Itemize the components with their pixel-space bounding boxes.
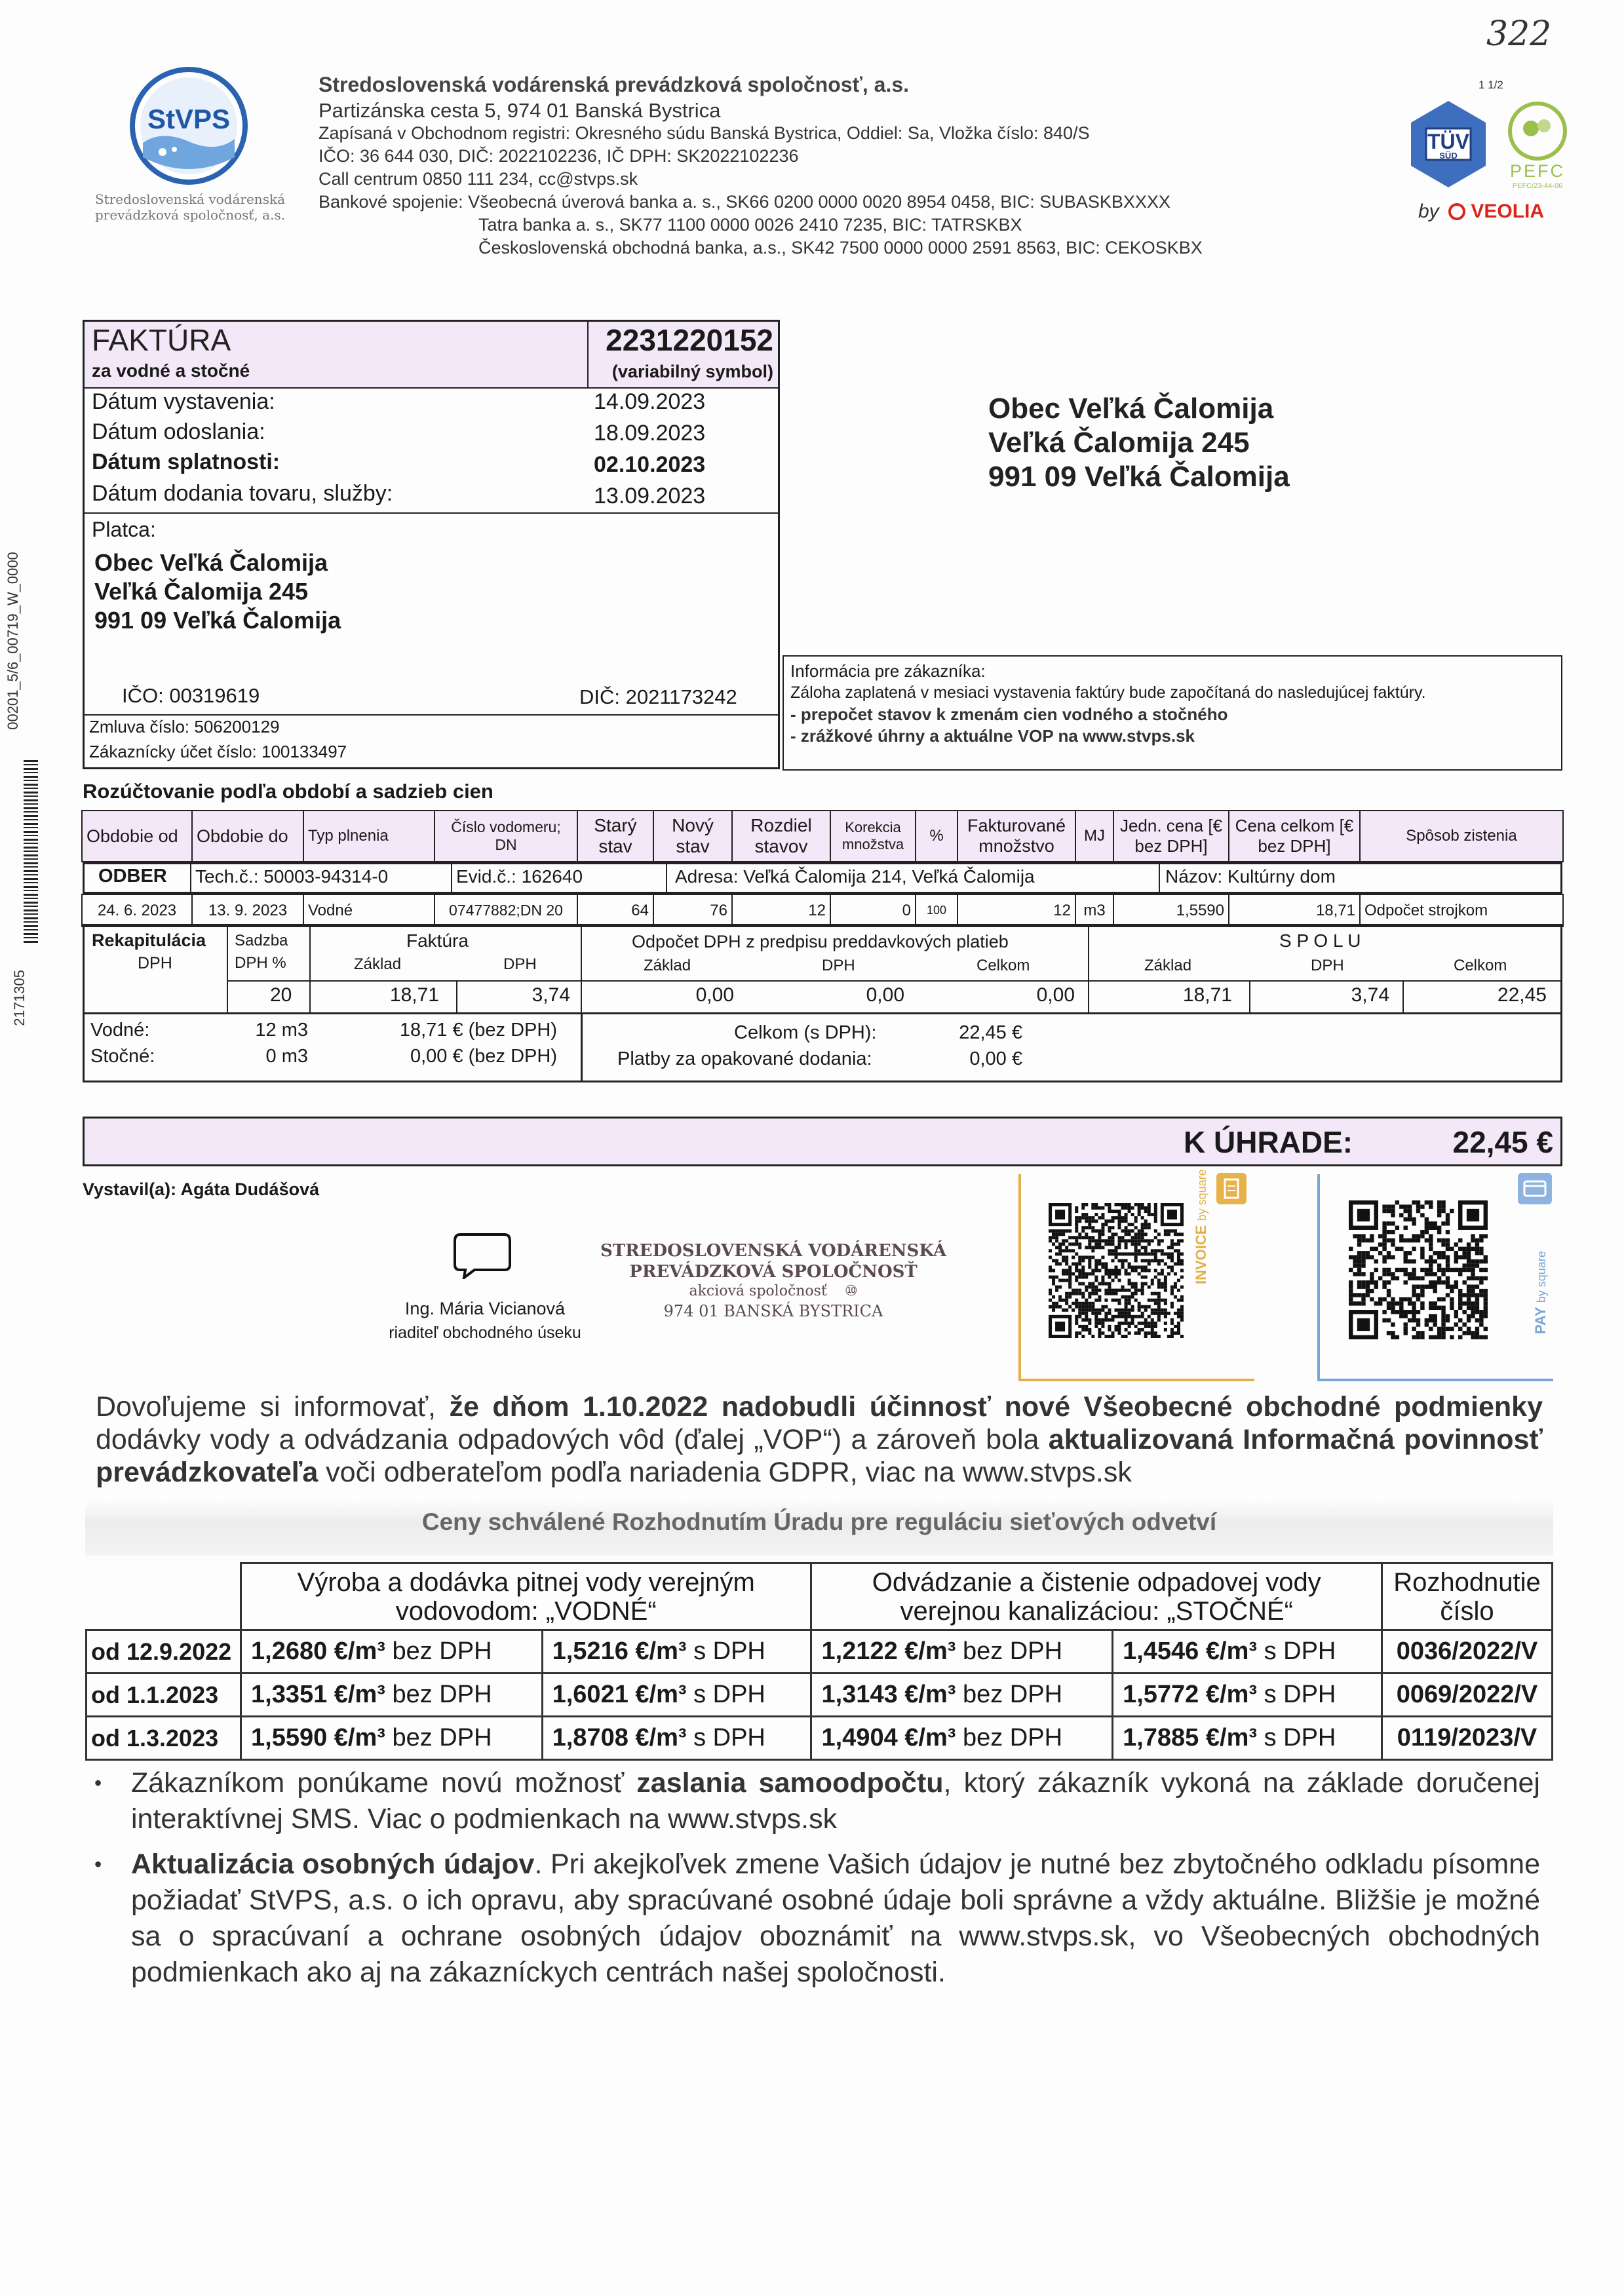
recap-s-zaklad-label: Základ xyxy=(1144,957,1192,974)
billing-table xyxy=(81,810,1564,862)
recap-f-sep xyxy=(456,982,457,1013)
company-name: Stredoslovenská vodárenská prevádzková spoločnosť, a.s. xyxy=(319,73,910,96)
price-decision xyxy=(1382,1674,1553,1717)
price-sewage-without-vat-unit: bez DPH xyxy=(956,1681,1063,1708)
recap-f-dph-label: DPH xyxy=(503,955,537,973)
invoice-label-text: INVOICE xyxy=(1193,1225,1209,1284)
recap-o-dph-label: DPH xyxy=(822,957,855,974)
stocne-amount: 0,00 € (bez DPH) xyxy=(410,1046,557,1067)
recap-s-zaklad: 18,71 xyxy=(1182,984,1232,1006)
vodne-label: Vodné: xyxy=(90,1020,150,1041)
price-sewage-without-vat xyxy=(811,1674,1113,1717)
price-water-without-vat-value: 1,3351 €/m³ xyxy=(251,1681,385,1708)
handwritten-page-number: 322 xyxy=(1486,14,1552,54)
recap-s-celkom-label: Celkom xyxy=(1454,957,1507,974)
price-water-with-vat-unit: s DPH xyxy=(686,1637,765,1665)
price-sewage-without-vat-value: 1,3143 €/m³ xyxy=(821,1681,956,1708)
price-water-without-vat-value: 1,2680 €/m³ xyxy=(251,1637,385,1665)
col-method: Spôsob zistenia xyxy=(1360,811,1563,862)
card-icon xyxy=(1518,1173,1552,1204)
row-unit-price: 1,5590 xyxy=(1113,894,1229,927)
billing-data-row xyxy=(82,894,1563,927)
invoice-qr-label xyxy=(1193,1169,1210,1284)
veolia-icon xyxy=(1448,203,1465,220)
stamp-line4: 974 01 BANSKÁ BYSTRICA xyxy=(663,1302,883,1320)
payer-street: Veľká Čalomija 245 xyxy=(94,578,309,605)
price-decision-value: 0069/2022/V xyxy=(1396,1681,1538,1708)
tuv-text: TÜV xyxy=(1427,130,1469,153)
odber-sep2 xyxy=(451,862,452,894)
price-sewage-with-vat-unit: s DPH xyxy=(1257,1637,1336,1665)
delivery-date-label: Dátum dodania tovaru, služby: xyxy=(92,481,393,506)
amount-due: 22,45 € xyxy=(1452,1125,1553,1159)
col-difference: Rozdiel stavov xyxy=(732,811,830,862)
bullet-self-reading xyxy=(85,1765,1540,1837)
price-from xyxy=(87,1630,241,1674)
recap-o-dph: 0,00 xyxy=(866,984,904,1006)
price-from-value: od 1.1.2023 xyxy=(91,1681,219,1708)
evid-number: Evid.č.: 162640 xyxy=(456,866,583,887)
contract-divider xyxy=(85,714,778,716)
contract-number: Zmluva číslo: 506200129 xyxy=(89,717,280,737)
recap-title1: Rekapitulácia xyxy=(92,930,206,950)
row-method: Odpočet strojkom xyxy=(1360,894,1563,927)
col-new-state: Nový stav xyxy=(653,811,732,862)
signature xyxy=(452,1229,512,1279)
price-decision xyxy=(1382,1717,1553,1760)
invoice-by-text: by square xyxy=(1195,1169,1208,1221)
recipient-address xyxy=(988,392,1290,494)
recap-f-zaklad-label: Základ xyxy=(354,955,402,973)
recap-o-zaklad-label: Základ xyxy=(644,957,691,974)
price-sewage-with-vat-unit: s DPH xyxy=(1257,1724,1336,1751)
recap-title2: DPH xyxy=(138,954,172,972)
company-stamp xyxy=(590,1241,957,1320)
price-water-with-vat-unit: s DPH xyxy=(686,1724,765,1751)
billing-heading: Rozúčtovanie podľa období a sadzieb cien xyxy=(83,780,493,803)
stamp-line3 xyxy=(590,1283,957,1299)
company-header xyxy=(319,73,1302,259)
logo-text: StVPS xyxy=(147,104,231,134)
summary-sep xyxy=(581,1014,583,1082)
invoice-subtitle: za vodné a stočné xyxy=(92,360,250,381)
sent-date-label: Dátum odoslania: xyxy=(92,419,265,444)
prices-col-decision-a: Rozhodnutie xyxy=(1393,1567,1541,1597)
row-unit: m3 xyxy=(1075,894,1113,927)
bullet2-b: . Pri akejkoľvek zmene Vašich údajov je nutné bez zbytočného odkladu písomne požiadať StVPS, a.s. o ich opravu, aby spracúvané osobné údaje boli správne a vždy aktuálne. Bližšie je možné sa o spracúvaní a ochrane osobných údajov oboznámiť na www.stvps.sk, vo Všeobecných obchodných podmienkach ako aj na zákazníckych centrách našej spoločnosti. xyxy=(131,1848,1540,1988)
recap-s-dph-label: DPH xyxy=(1311,957,1344,974)
supply-name: Názov: Kultúrny dom xyxy=(1165,866,1336,887)
company-address: Partizánska cesta 5, 974 01 Banská Bystrica xyxy=(319,99,721,122)
prices-col-decision-b: číslo xyxy=(1440,1596,1494,1626)
price-sewage-without-vat xyxy=(811,1717,1113,1760)
info-title: Informácia pre zákazníka: xyxy=(790,661,986,681)
col-total-price: Cena celkom [€ bez DPH] xyxy=(1229,811,1360,862)
supply-address: Adresa: Veľká Čalomija 214, Veľká Čalomija xyxy=(675,866,1035,887)
stamp-line2: PREVÁDZKOVÁ SPOLOČNOSŤ xyxy=(629,1262,918,1282)
col-period-from: Obdobie od xyxy=(82,811,192,862)
price-decision-value: 0119/2023/V xyxy=(1397,1724,1537,1751)
page-count: 1 1/2 xyxy=(1479,79,1503,91)
price-sewage-with-vat-value: 1,4546 €/m³ xyxy=(1123,1637,1258,1665)
price-from-value: od 12.9.2022 xyxy=(91,1637,232,1665)
recipient-name: Obec Veľká Čalomija xyxy=(988,392,1274,425)
price-water-with-vat-value: 1,6021 €/m³ xyxy=(552,1681,687,1708)
manager-name: Ing. Mária Vicianová xyxy=(404,1299,566,1318)
price-row xyxy=(87,1630,1553,1674)
recap-s-celkom: 22,45 xyxy=(1497,984,1547,1006)
prices-table xyxy=(85,1562,1553,1761)
recap-value-line xyxy=(227,980,1562,982)
invoice-number: 2231220152 xyxy=(606,323,773,357)
price-water-without-vat-unit: bez DPH xyxy=(385,1724,492,1751)
recap-s-sep2 xyxy=(1402,982,1404,1013)
total-label: Celkom (s DPH): xyxy=(734,1022,877,1043)
price-water-with-vat-value: 1,8708 €/m³ xyxy=(552,1724,687,1751)
invoice-number-note: (variabilný symbol) xyxy=(611,362,773,381)
recap-f-zaklad: 18,71 xyxy=(389,984,439,1006)
price-from xyxy=(87,1717,241,1760)
bullet-dot-1: • xyxy=(94,1771,102,1795)
row-total-price: 18,71 xyxy=(1229,894,1360,927)
recap-faktura: Faktúra xyxy=(406,930,469,951)
invoice-title: FAKTÚRA xyxy=(92,323,231,357)
prices-col-decision xyxy=(1382,1563,1553,1630)
col-type: Typ plnenia xyxy=(303,811,435,862)
company-bank1: Bankové spojenie: Všeobecná úverová banka a. s., SK66 0200 0000 0020 8954 0458, BIC: SUBASKBXXXX xyxy=(319,192,1170,212)
recipient-street: Veľká Čalomija 245 xyxy=(988,427,1250,459)
recap-sep4 xyxy=(1088,924,1089,1014)
odber-sep1 xyxy=(190,862,191,894)
company-call-centre: Call centrum 0850 111 234, cc@stvps.sk xyxy=(319,169,638,189)
company-logo xyxy=(128,66,249,186)
price-water-without-vat-value: 1,5590 €/m³ xyxy=(251,1724,385,1751)
col-billed-qty: Fakturované množstvo xyxy=(957,811,1075,862)
due-date-label: Dátum splatnosti: xyxy=(92,450,280,474)
billing-data-table xyxy=(81,894,1564,927)
repeat-label: Platby za opakované dodania: xyxy=(617,1048,872,1069)
info-line2: - prepočet stavov k zmenám cien vodného a stočného xyxy=(790,704,1228,724)
notice-paragraph xyxy=(96,1390,1543,1489)
recap-rate: 20 xyxy=(270,984,292,1006)
notice-t5: voči odberateľom podľa nariadenia GDPR, viac na www.stvps.sk xyxy=(318,1457,1132,1488)
company-ids: IČO: 36 644 030, DIČ: 2022102236, IČ DPH: SK2022102236 xyxy=(319,146,799,166)
price-water-without-vat-unit: bez DPH xyxy=(385,1681,492,1708)
price-decision xyxy=(1382,1630,1553,1674)
price-decision-value: 0036/2022/V xyxy=(1396,1637,1538,1665)
row-meter: 07477882;DN 20 xyxy=(435,894,577,927)
col-unit-price: Jedn. cena [€ bez DPH] xyxy=(1113,811,1229,862)
payer-city: 991 09 Veľká Čalomija xyxy=(94,607,341,634)
col-meter: Číslo vodomeru; DN xyxy=(435,811,577,862)
recipient-city: 991 09 Veľká Čalomija xyxy=(988,461,1290,493)
recap-sep3 xyxy=(581,924,582,1014)
prices-col-water-a: Výroba a dodávka pitnej vody verejným xyxy=(297,1567,755,1597)
stamp-line3-text: akciová spoločnosť xyxy=(689,1283,827,1299)
logo-caption xyxy=(79,191,301,223)
odber-sep3 xyxy=(666,862,667,894)
company-register: Zapísaná v Obchodnom registri: Okresného súdu Banská Bystrica, Oddiel: Sa, Vložka číslo: 840/S xyxy=(319,123,1090,143)
price-row xyxy=(87,1674,1553,1717)
price-from xyxy=(87,1674,241,1717)
recap-odpocet: Odpočet DPH z predpisu preddavkových platieb xyxy=(632,932,1009,951)
notice-t3: dodávky vody a odvádzania odpadových vôd (ďalej „VOP“) a zároveň bola xyxy=(96,1424,1049,1455)
row-percent: 100 xyxy=(916,894,957,927)
price-sewage-with-vat-unit: s DPH xyxy=(1257,1681,1336,1708)
recap-spolu: S P O L U xyxy=(1279,930,1361,951)
tuv-badge xyxy=(1402,98,1494,190)
price-sewage-with-vat xyxy=(1113,1630,1382,1674)
price-water-with-vat xyxy=(542,1674,811,1717)
payer-dic: DIČ: 2021173242 xyxy=(579,685,737,708)
price-water-without-vat-unit: bez DPH xyxy=(385,1637,492,1665)
price-water-with-vat-value: 1,5216 €/m³ xyxy=(552,1637,687,1665)
vodne-amount: 18,71 € (bez DPH) xyxy=(399,1020,557,1041)
sent-date: 18.09.2023 xyxy=(594,421,706,446)
bullet-dot-2: • xyxy=(94,1852,102,1876)
price-water-with-vat-unit: s DPH xyxy=(686,1681,765,1708)
issue-date-label: Dátum vystavenia: xyxy=(92,389,275,414)
stamp-line1: STREDOSLOVENSKÁ VODÁRENSKÁ xyxy=(600,1241,947,1261)
row-period-from: 24. 6. 2023 xyxy=(82,894,192,927)
tech-number: Tech.č.: 50003-94314-0 xyxy=(195,866,389,887)
price-sewage-without-vat xyxy=(811,1630,1113,1674)
col-unit: MJ xyxy=(1075,811,1113,862)
price-sewage-without-vat-unit: bez DPH xyxy=(956,1724,1063,1751)
payer-divider xyxy=(85,512,778,514)
col-correction: Korekcia množstva xyxy=(830,811,916,862)
prices-heading: Ceny schválené Rozhodnutím Úradu pre reguláciu sieťových odvetví xyxy=(421,1508,1217,1535)
recap-sep1 xyxy=(227,924,228,1014)
prices-col-water xyxy=(241,1563,811,1630)
row-new-state: 76 xyxy=(653,894,732,927)
row-difference: 12 xyxy=(732,894,830,927)
stocne-label: Stočné: xyxy=(90,1046,155,1067)
recap-sep2 xyxy=(309,924,311,1014)
company-bank2: Tatra banka a. s., SK77 1100 0000 0026 2410 7235, BIC: TATRSKBX xyxy=(478,215,1022,235)
price-water-without-vat xyxy=(241,1630,543,1674)
invoice-qr-code xyxy=(1049,1203,1184,1338)
price-sewage-with-vat-value: 1,5772 €/m³ xyxy=(1123,1681,1258,1708)
company-bank3: Československá obchodná banka, a.s., SK42 7500 0000 0000 2591 8563, BIC: CEKOSKBX xyxy=(478,238,1203,258)
notice-t2: že dňom 1.10.2022 nadobudli účinnosť nové Všeobecné obchodné podmienky xyxy=(449,1391,1543,1423)
price-water-with-vat xyxy=(542,1717,811,1760)
veolia-brand xyxy=(1418,201,1544,223)
col-percent: % xyxy=(916,811,957,862)
prices-col-water-b: vodovodom: „VODNÉ“ xyxy=(395,1596,657,1626)
notice-t4: aktualizovaná Informačná povinnosť prevádzkovateľa xyxy=(96,1424,1543,1488)
recap-s-sep1 xyxy=(1249,982,1250,1013)
row-type: Vodné xyxy=(303,894,435,927)
invoice-doc-icon xyxy=(1216,1173,1247,1204)
price-sewage-with-vat xyxy=(1113,1717,1382,1760)
price-sewage-without-vat-unit: bez DPH xyxy=(956,1637,1063,1665)
total-value: 22,45 € xyxy=(959,1022,1022,1043)
stamp-seal-number: ⑩ xyxy=(844,1283,858,1299)
side-number: 2171305 xyxy=(11,970,28,1026)
price-water-with-vat xyxy=(542,1630,811,1674)
logo-caption-line2: prevádzková spoločnosť, a.s. xyxy=(94,207,286,223)
by-text: by xyxy=(1418,201,1439,222)
bullet1-c: , ktorý zákazník vykoná na základe doručenej interaktívnej SMS. Viac o podmienkach na www.stvps.sk xyxy=(131,1767,1540,1835)
recap-o-zaklad: 0,00 xyxy=(695,984,734,1006)
prices-col-sewage-a: Odvádzanie a čistenie odpadovej vody xyxy=(872,1567,1321,1597)
payer-ico: IČO: 00319619 xyxy=(122,684,260,707)
price-sewage-without-vat-value: 1,2122 €/m³ xyxy=(821,1637,956,1665)
vodne-qty: 12 m3 xyxy=(255,1020,308,1041)
due-date: 02.10.2023 xyxy=(594,452,706,477)
row-correction: 0 xyxy=(830,894,916,927)
issued-by: Vystavil(a): Agáta Dudášová xyxy=(83,1179,320,1199)
bullet-personal-data xyxy=(85,1846,1540,1991)
manager-role: riaditeľ obchodného úseku xyxy=(389,1324,581,1342)
logo-caption-line1: Stredoslovenská vodárenská xyxy=(94,191,285,207)
price-sewage-with-vat xyxy=(1113,1674,1382,1717)
invoice-divider xyxy=(587,322,589,387)
row-billed-qty: 12 xyxy=(957,894,1075,927)
prices-header-row xyxy=(87,1563,1553,1630)
odber-label: ODBER xyxy=(98,866,167,887)
recap-o-celkom: 0,00 xyxy=(1036,984,1075,1006)
delivery-date: 13.09.2023 xyxy=(594,484,706,508)
price-row xyxy=(87,1717,1553,1760)
recap-o-celkom-label: Celkom xyxy=(976,957,1030,974)
payer-label: Platca: xyxy=(92,518,156,541)
customer-info-box xyxy=(783,655,1562,771)
rate-label2: DPH % xyxy=(235,954,286,972)
repeat-value: 0,00 € xyxy=(969,1048,1022,1069)
issue-date: 14.09.2023 xyxy=(594,389,706,414)
prices-col-sewage xyxy=(811,1563,1382,1630)
row-old-state: 64 xyxy=(577,894,653,927)
bullet1-a: Zákazníkom ponúkame novú možnosť xyxy=(131,1767,637,1799)
price-sewage-with-vat-value: 1,7885 €/m³ xyxy=(1123,1724,1258,1751)
prices-corner xyxy=(87,1563,241,1630)
notice-t1: Dovoľujeme si informovať, xyxy=(96,1391,450,1423)
col-period-to: Obdobie do xyxy=(192,811,303,862)
pefc-text: PEFC xyxy=(1509,161,1565,181)
price-water-without-vat xyxy=(241,1717,543,1760)
col-old-state: Starý stav xyxy=(577,811,653,862)
price-sewage-without-vat-value: 1,4904 €/m³ xyxy=(821,1724,956,1751)
info-line3: - zrážkové úhrny a aktuálne VOP na www.stvps.sk xyxy=(790,726,1195,746)
rate-label1: Sadzba xyxy=(235,932,288,949)
recap-s-dph: 3,74 xyxy=(1351,984,1389,1006)
price-from-value: od 1.3.2023 xyxy=(91,1724,219,1751)
pay-by-text: by square xyxy=(1535,1251,1548,1303)
side-barcode xyxy=(24,760,38,944)
pefc-code: PEFC/23-44-06 xyxy=(1512,182,1563,190)
price-water-without-vat xyxy=(241,1674,543,1717)
payer-name: Obec Veľká Čalomija xyxy=(94,549,328,576)
billing-header-row xyxy=(82,811,1563,862)
pay-qr-code xyxy=(1349,1200,1488,1339)
amount-due-label: K ÚHRADE: xyxy=(1184,1125,1353,1159)
veolia-text: VEOLIA xyxy=(1471,201,1545,222)
prices-col-sewage-b: verejnou kanalizáciou: „STOČNÉ“ xyxy=(900,1596,1293,1626)
bullet1-b: zaslania samoodpočtu xyxy=(636,1767,944,1799)
customer-account: Zákaznícky účet číslo: 100133497 xyxy=(89,742,347,761)
pay-label-text: PAY xyxy=(1532,1307,1549,1334)
bullets xyxy=(85,1765,1540,1991)
pefc-badge xyxy=(1505,100,1570,191)
info-line1: Záloha zaplatená v mesiaci vystavenia faktúry bude započítaná do nasledujúcej faktúry. xyxy=(790,683,1426,702)
odber-sep4 xyxy=(1159,862,1160,894)
side-code: 00201_5/6_00719_W_0000 xyxy=(5,552,21,730)
row-period-to: 13. 9. 2023 xyxy=(192,894,303,927)
tuv-sud-text: SÜD xyxy=(1439,151,1458,161)
bullet2-a: Aktualizácia osobných údajov xyxy=(131,1848,535,1880)
pay-qr-label xyxy=(1532,1236,1549,1334)
stocne-qty: 0 m3 xyxy=(265,1046,308,1067)
recap-f-dph: 3,74 xyxy=(532,984,570,1006)
